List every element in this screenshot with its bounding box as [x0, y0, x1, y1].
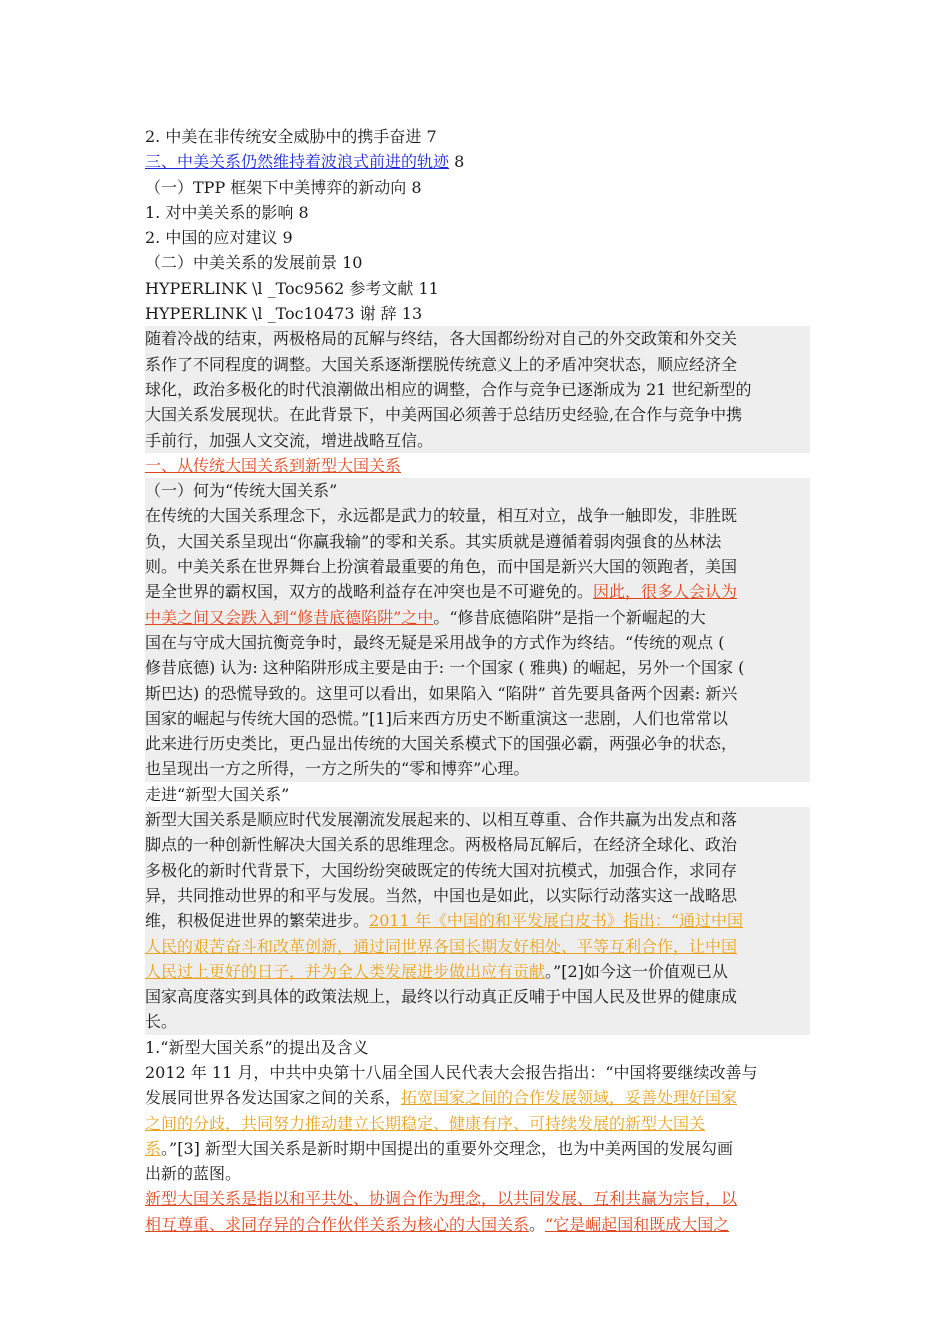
- text-line: [145, 984, 810, 1009]
- highlighted-text: 相互尊重、求同存异的合作伙伴关系为核心的大国关系: [145, 1214, 530, 1234]
- text-line: [145, 858, 810, 883]
- toc-entry: 1. 对中美关系的影响 8: [145, 202, 309, 222]
- text-line: [145, 1212, 810, 1237]
- text-segment: 国在与守成大国抗衡竞争时，最终无疑是采用战争的方式作为终结。“传统的观点 (: [145, 632, 725, 652]
- toc-entry[interactable]: 三、中美关系仍然维持着波浪式前进的轨迹 8: [145, 152, 465, 172]
- text-segment: 在传统的大国关系理念下，永远都是武力的较量，相互对立，战争一触即发，非胜既: [145, 506, 738, 526]
- text-segment: 脚点的一种创新性解决大国关系的思维理念。两极格局瓦解后，在经济全球化、政治: [145, 835, 738, 855]
- text-line: [145, 681, 810, 706]
- text-segment: 是全世界的霸权国，双方的战略利益存在冲突也是不可避免的。: [145, 582, 594, 602]
- toc-link[interactable]: 三、中美关系仍然维持着波浪式前进的轨迹: [145, 152, 450, 172]
- text-segment: 斯巴达) 的恐慌导致的。这里可以看出，如果陷入 “陷阱” 首先要具备两个因素: 新兴: [145, 683, 738, 703]
- text-line: 大国关系发展现状。在此背景下，中美两国必须善于总结历史经验,在合作与竞争中携: [145, 405, 743, 425]
- text-line: 手前行，加强人文交流，增进战略互信。: [145, 430, 434, 450]
- toc-entry: HYPERLINK \l _Toc9562 参考文献 11: [145, 278, 439, 298]
- text-segment: 负，大国关系呈现出“你赢我输”的零和关系。其实质就是遵循着弱肉强食的丛林法: [145, 531, 722, 551]
- text-line: [145, 1111, 810, 1136]
- highlighted-text: 人民过上更好的日子，并为全人类发展进步做出应有贡献: [145, 961, 546, 981]
- text-line: [145, 1085, 810, 1110]
- toc-entry: 2. 中美在非传统安全威胁中的携手奋进 7: [145, 127, 437, 146]
- document-page: [145, 124, 810, 1237]
- text-line: [145, 908, 810, 933]
- text-line: [145, 706, 810, 731]
- text-segment: 多极化的新时代背景下，大国纷纷突破既定的传统大国对抗模式，加强合作，求同存: [145, 860, 738, 880]
- text-line: [145, 756, 810, 781]
- text-line: [145, 934, 810, 959]
- text-segment: 修昔底德) 认为: 这种陷阱形成主要是由于: 一个国家 ( 雅典) 的崛起，另外一个国家 (: [145, 658, 745, 678]
- highlighted-text: 2011 年《中国的和平发展白皮书》指出：“通过中国: [369, 911, 744, 931]
- body-paragraph: [145, 1186, 810, 1237]
- text-line: [145, 1186, 810, 1211]
- highlighted-text: 拓宽国家之间的合作发展领域，妥善处理好国家: [401, 1088, 738, 1108]
- text-segment: 维，积极促进世界的繁荣进步。: [145, 911, 370, 931]
- text-segment: 。“修昔底德陷阱”是指一个新崛起的大: [433, 607, 706, 627]
- text-segment: 新型大国关系是顺应时代发展潮流发展起来的、以相互尊重、合作共赢为出发点和落: [145, 810, 738, 830]
- text-segment: 出新的蓝图。: [145, 1164, 242, 1184]
- text-line: [145, 529, 810, 554]
- toc-entry: （一）TPP 框架下中美博弈的新动向 8: [145, 177, 422, 197]
- text-segment: 也呈现出一方之所得，一方之所失的“零和博弈”心理。: [145, 759, 530, 779]
- text-line: [145, 630, 810, 655]
- toc-entry: （二）中美关系的发展前景 10: [145, 253, 363, 273]
- toc-entry: 2. 中国的应对建议 9: [145, 228, 293, 248]
- text-segment: 异，共同推动世界的和平与发展。当然，中国也是如此，以实际行动落实这一战略思: [145, 885, 738, 905]
- text-line: [145, 883, 810, 908]
- body-paragraph: [145, 807, 810, 1035]
- text-line: [145, 1136, 810, 1161]
- text-segment: 则。中美关系在世界舞台上扮演着最重要的角色，而中国是新兴大国的领跑者，美国: [145, 557, 738, 577]
- highlighted-text: 人民的艰苦奋斗和改革创新，通过同世界各国长期友好相处、平等互利合作，让中国: [145, 936, 738, 956]
- highlighted-text: “它是崛起国和既成大国之: [545, 1214, 730, 1234]
- text-segment: 。”[3] 新型大国关系是新时期中国提出的重要外交理念，也为中美两国的发展勾画: [161, 1138, 733, 1158]
- body-paragraph: [145, 1060, 810, 1186]
- highlighted-text: 中美之间又会跌入到“修昔底德陷阱”之中: [145, 607, 434, 627]
- text-segment: 国家的崛起与传统大国的恐慌。”[1]后来西方历史不断重演这一悲剧，人们也常常以: [145, 708, 728, 728]
- highlighted-text: 之间的分歧，共同努力推动建立长期稳定、健康有序、可持续发展的新型大国关: [145, 1113, 706, 1133]
- text-line: [145, 1060, 810, 1085]
- highlighted-text: 因此，很多人会认为: [593, 582, 738, 602]
- highlighted-text: 系: [145, 1138, 162, 1158]
- text-segment: 。”[2]如今这一价值观已从: [545, 961, 728, 981]
- text-line: [145, 731, 810, 756]
- text-line: [145, 655, 810, 680]
- text-line: 随着冷战的结束，两极格局的瓦解与终结，各大国都纷纷对自己的外交政策和外交关: [145, 329, 738, 349]
- section-heading: 一、从传统大国关系到新型大国关系: [145, 455, 402, 475]
- text-segment: 2012 年 11 月，中共中央第十八届全国人民代表大会报告指出：“中国将要继续改善与: [145, 1062, 758, 1082]
- text-line: 球化，政治多极化的时代浪潮做出相应的调整，合作与竞争已逐渐成为 21 世纪新型的: [145, 379, 752, 399]
- body-paragraph: [145, 503, 810, 781]
- text-line: [145, 1009, 810, 1034]
- text-line: [145, 579, 810, 604]
- text-line: [145, 1161, 810, 1186]
- text-segment: 此来进行历史类比，更凸显出传统的大国关系模式下的国强必霸，两强必争的状态，: [145, 734, 738, 754]
- subsection-heading: （一）何为“传统大国关系”: [145, 478, 810, 503]
- text-line: [145, 554, 810, 579]
- text-segment: 。: [529, 1214, 546, 1234]
- subsection-heading: 走进“新型大国关系”: [145, 784, 290, 804]
- subsection-heading: 1.“新型大国关系”的提出及含义: [145, 1037, 369, 1057]
- text-segment: 国家高度落实到具体的政策法规上，最终以行动真正反哺于中国人民及世界的健康成: [145, 987, 738, 1007]
- text-line: [145, 503, 810, 528]
- text-line: 系作了不同程度的调整。大国关系逐渐摆脱传统意义上的矛盾冲突状态，顺应经济全: [145, 354, 738, 374]
- text-line: [145, 605, 810, 630]
- text-segment: 发展同世界各发达国家之间的关系，: [145, 1088, 402, 1108]
- table-of-contents: [145, 124, 810, 326]
- text-line: [145, 807, 810, 832]
- text-line: [145, 959, 810, 984]
- text-line: [145, 832, 810, 857]
- toc-entry: HYPERLINK \l _Toc10473 谢 辞 13: [145, 304, 423, 324]
- intro-paragraph: [145, 326, 810, 452]
- highlighted-text: 新型大国关系是指以和平共处、协调合作为理念，以共同发展、互利共赢为宗旨，以: [145, 1189, 738, 1209]
- text-segment: 长。: [145, 1012, 178, 1032]
